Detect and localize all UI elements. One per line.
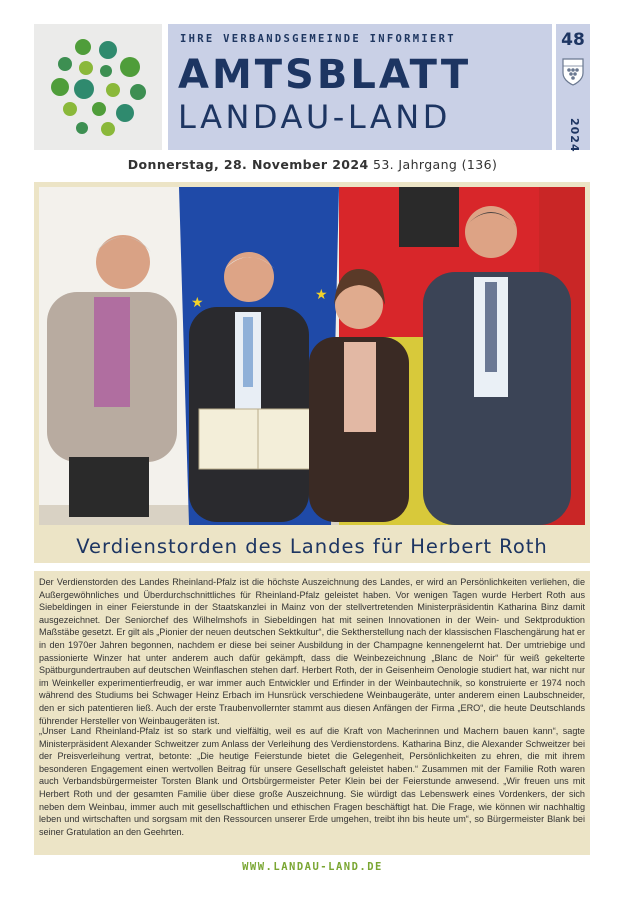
masthead-kicker: IHRE VERBANDSGEMEINDE INFORMIERT [180, 33, 456, 45]
article-paragraph: „Unser Land Rheinland-Pfalz ist so stark und vielfältig, weil es auf die Kraft von Macherinnen und Machern bauen kann“, sagte Ministerpräsident Alexander Schweitzer zum Anlass der Verleihung des Verdienstordens. Katharina Binz, die Alexander Schweitzer bei der Preisverleihung vertrat, betonte: „Die heutige Feierstunde bietet die Gelegenheit, Persönlichkeiten zu ehren, die mit ihrem besonderen Engagement einen wertvollen Beitrag für unsere Gesellschaft geleistet haben.“ Zusammen mit der Familie Roth waren auch Verbandsbürgermeister Torsten Blank und Ortsbürgermeister Peter Klein bei der Feierstunde anwesend. „Wir freuen uns mit Herbert Roth und der gesamten Familie über diese große Auszeichnung. Sie würdigt das Lebenswerk eines Vordenkers, der sich neben dem Weinbau, immer auch mit gesellschaftlichen und ethischen Fragen beschäftigt hat. Die Frage, wie können wir nachhaltig leben und wirtschaften und sorgsam mit den Ressourcen unserer Erde umgehen, treibt ihn bis heute um“, so Bürgermeister Blank bei seiner Gratulation an den Geehrten. [39, 726, 585, 837]
award-ceremony-photo [39, 187, 585, 525]
feature-photo-panel [34, 182, 590, 563]
website-link[interactable]: WWW.LANDAU-LAND.DE [242, 861, 383, 873]
article-paragraph: Der Verdienstorden des Landes Rheinland-Pfalz ist die höchste Auszeichnung des Landes, er wird an Persönlichkeiten verliehen, die Außergewöhnliches und Überdurchschnittliches für Rheinland-Pfalz geleistet haben. Vor wenigen Tagen wurde Herbert Roth aus Siebeldingen in einer Feierstunde in der Staatskanzlei in Mainz von der stellvertretenden Ministerpräsidentin Katharina Binz damit ausgezeichnet. Der Seniorchef des Wilhelmshofs in Siebeldingen hat mit seinen Innovationen in der Wein- und Sektproduktion Maßstäbe gesetzt. Er gilt als „Pionier der neuen deutschen Sektkultur“, die Sektherstellung nach der klassischen Flaschengärung hat er in den 1970er Jahren begonnen, nachdem er diese bei seiner Ausbildung in der Champagne kennengelernt hat. Der umtriebige und passionierte Winzer hat unter anderem auch dafür gekämpft, dass die Weinbezeichnung „Blanc de Noir“ für weiß gekelterte Spätburgundertrauben auf deutschen Weinflaschen stehen darf. Herbert Roth, der in Geisenheim Oenologie studiert hat, war nicht nur im Weinkeller experimentierfreudig, er war immer auch Entwickler und Erfinder in der Weinbautechnik, so konstruierte er 1974 noch während des Studiums bei Schwager Heinz Erbach im Hunsrück verschiedene Weinbaugeräte, unter anderem einen Laubschneider, den er sich patentieren ließ. Auch der erste Traubenvollernter stammt aus diesen Anfängen der Firma „ERO“, die heute Deutschlands führender Hersteller von Weinbaugeräten ist. [39, 577, 585, 726]
headline: Verdienstorden des Landes für Herbert Roth [76, 535, 548, 558]
issue-number: 48 [561, 30, 585, 50]
logo-panel [34, 24, 162, 150]
issue-panel [556, 24, 590, 153]
svg-text:★: ★ [191, 295, 204, 311]
dateline [0, 157, 625, 172]
grape-crest-icon [561, 57, 585, 87]
dots-circle-logo-icon [34, 24, 162, 150]
article-body [34, 571, 590, 855]
issue-year-wrapper [567, 118, 581, 158]
masthead [168, 24, 552, 150]
volume-info: 53. Jahrgang (136) [372, 157, 498, 172]
issue-date: Donnerstag, 28. November 2024 [127, 157, 369, 172]
svg-text:★: ★ [315, 287, 328, 303]
masthead-title: AMTSBLATT [178, 52, 472, 98]
issue-year: 2024 [568, 118, 581, 153]
masthead-subtitle: LANDAU-LAND [178, 98, 451, 136]
